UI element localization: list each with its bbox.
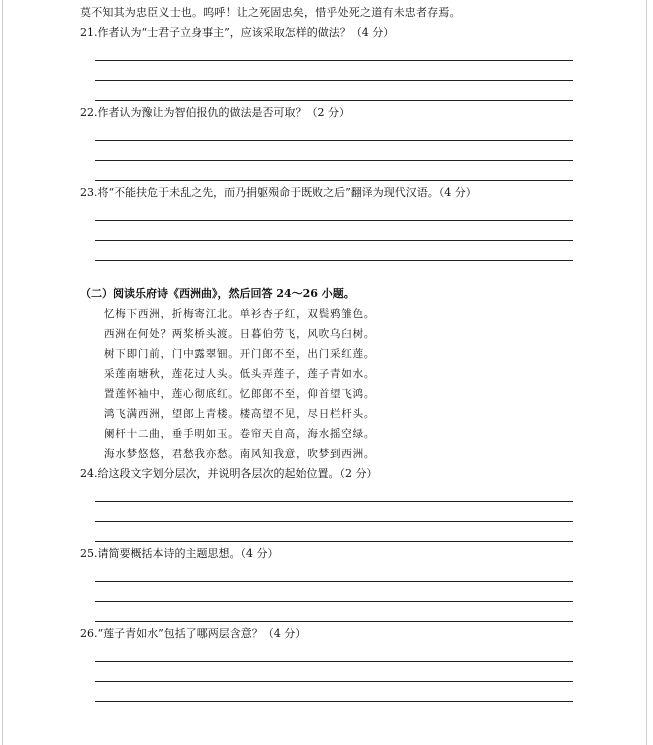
section-2-title: （二）阅读乐府诗《西洲曲》，然后回答 24～26 小题。 <box>80 287 355 300</box>
answer-line <box>95 681 573 682</box>
question-22: 22.作者认为豫让为智伯报仇的做法是否可取？（2 分） <box>80 106 350 119</box>
poem-line: 海水梦悠悠，君愁我亦愁。南风知我意，吹梦到西洲。 <box>104 448 376 460</box>
question-23: 23.将“不能扶危于未乱之先，而乃捐躯殒命于既败之后”翻译为现代汉语。（4 分） <box>80 186 477 199</box>
poem-line: 西洲在何处？两桨桥头渡。日暮伯劳飞，风吹乌臼树。 <box>104 328 376 340</box>
question-25: 25.请简要概括本诗的主题思想。（4 分） <box>80 547 279 560</box>
poem-line: 置莲怀袖中，莲心彻底红。忆郎郎不至，仰首望飞鸿。 <box>104 388 376 400</box>
answer-line <box>95 140 573 141</box>
poem-line: 采莲南塘秋，莲花过人头。低头弄莲子，莲子青如水。 <box>104 368 376 380</box>
answer-line <box>95 701 573 702</box>
answer-line <box>95 160 573 161</box>
answer-line <box>95 240 573 241</box>
passage-last-line: 莫不知其为忠臣义士也。呜呼！让之死固忠矣，惜乎处死之道有未忠者存焉。 <box>80 6 461 19</box>
answer-line <box>95 621 573 622</box>
page-right-edge <box>646 0 647 745</box>
answer-line <box>95 100 573 101</box>
answer-line <box>95 220 573 221</box>
answer-line <box>95 541 573 542</box>
poem-line: 鸿飞满西洲，望郎上青楼。楼高望不见，尽日栏杆头。 <box>104 408 376 420</box>
answer-line <box>95 180 573 181</box>
poem-line: 阑杆十二曲，垂手明如玉。卷帘天自高，海水摇空绿。 <box>104 428 376 440</box>
answer-line <box>95 80 573 81</box>
answer-line <box>95 581 573 582</box>
poem-line: 树下即门前，门中露翠钿。开门郎不至，出门采红莲。 <box>104 348 376 360</box>
question-26: 26.“莲子青如水”包括了哪两层含意？（4 分） <box>80 627 307 640</box>
question-24: 24.给这段文字划分层次，并说明各层次的起始位置。（2 分） <box>80 467 378 480</box>
poem-line: 忆梅下西洲，折梅寄江北。单衫杏子红，双鬓鸦雏色。 <box>104 308 376 320</box>
answer-line <box>95 60 573 61</box>
answer-line <box>95 260 573 261</box>
answer-line <box>95 521 573 522</box>
page-left-edge <box>2 0 3 745</box>
answer-line <box>95 661 573 662</box>
answer-line <box>95 601 573 602</box>
answer-line <box>95 501 573 502</box>
question-21: 21.作者认为“士君子立身事主”，应该采取怎样的做法？（4 分） <box>80 26 395 39</box>
